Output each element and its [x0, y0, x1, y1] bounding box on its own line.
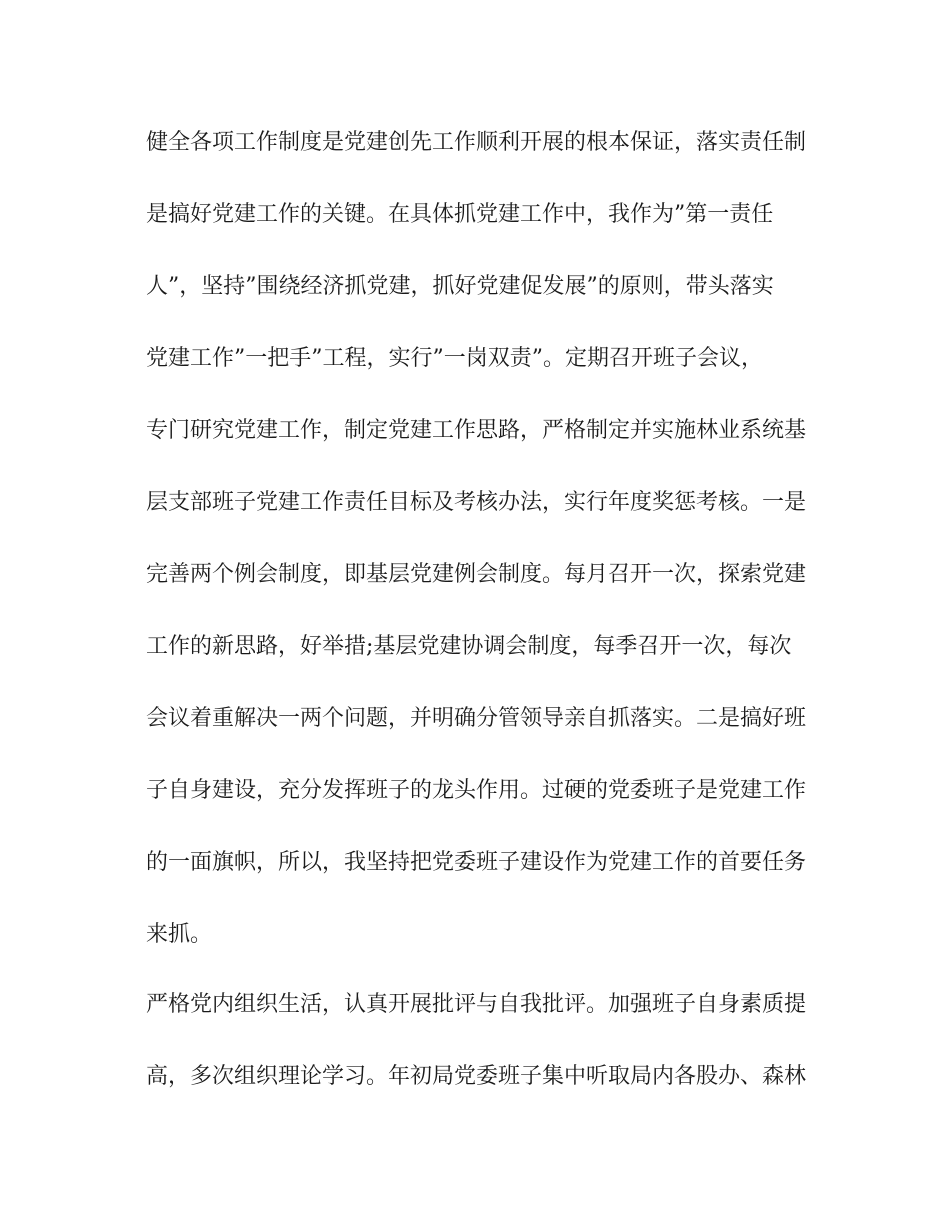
paragraph-2-line-1: 严格党内组织生活，认真开展批评与自我批评。加强班子自身素质提 — [146, 992, 807, 1017]
paragraph-1-line-5: 专门研究党建工作，制定党建工作思路，严格制定并实施林业系统基 — [146, 418, 807, 443]
paragraph-1-line-4: 党建工作”一把手”工程，实行”一岗双责”。定期召开班子会议， — [146, 346, 763, 371]
paragraph-1-line-11: 的一面旗帜，所以，我坚持把党委班子建设作为党建工作的首要任务 — [146, 850, 807, 875]
paragraph-1-line-1: 健全各项工作制度是党建创先工作顺利开展的根本保证，落实责任制 — [146, 130, 807, 155]
paragraph-1-line-10: 子自身建设，充分发挥班子的龙头作用。过硬的党委班子是党建工作 — [146, 778, 807, 803]
paragraph-1-line-7: 完善两个例会制度，即基层党建例会制度。每月召开一次，探索党建 — [146, 562, 807, 587]
paragraph-1-line-2: 是搞好党建工作的关键。在具体抓党建工作中，我作为”第一责任 — [146, 202, 774, 227]
paragraph-1-line-8: 工作的新思路，好举措;基层党建协调会制度，每季召开一次，每次 — [146, 634, 792, 659]
paragraph-1-line-12: 来抓。 — [146, 922, 213, 947]
paragraph-2-line-2: 高，多次组织理论学习。年初局党委班子集中听取局内各股办、森林 — [146, 1064, 807, 1089]
paragraph-1-line-9: 会议着重解决一两个问题，并明确分管领导亲自抓落实。二是搞好班 — [146, 706, 807, 731]
paragraph-1-line-3: 人”，坚持”围绕经济抓党建，抓好党建促发展”的原则，带头落实 — [146, 274, 774, 299]
paragraph-1-line-6: 层支部班子党建工作责任目标及考核办法，实行年度奖惩考核。一是 — [146, 490, 807, 515]
